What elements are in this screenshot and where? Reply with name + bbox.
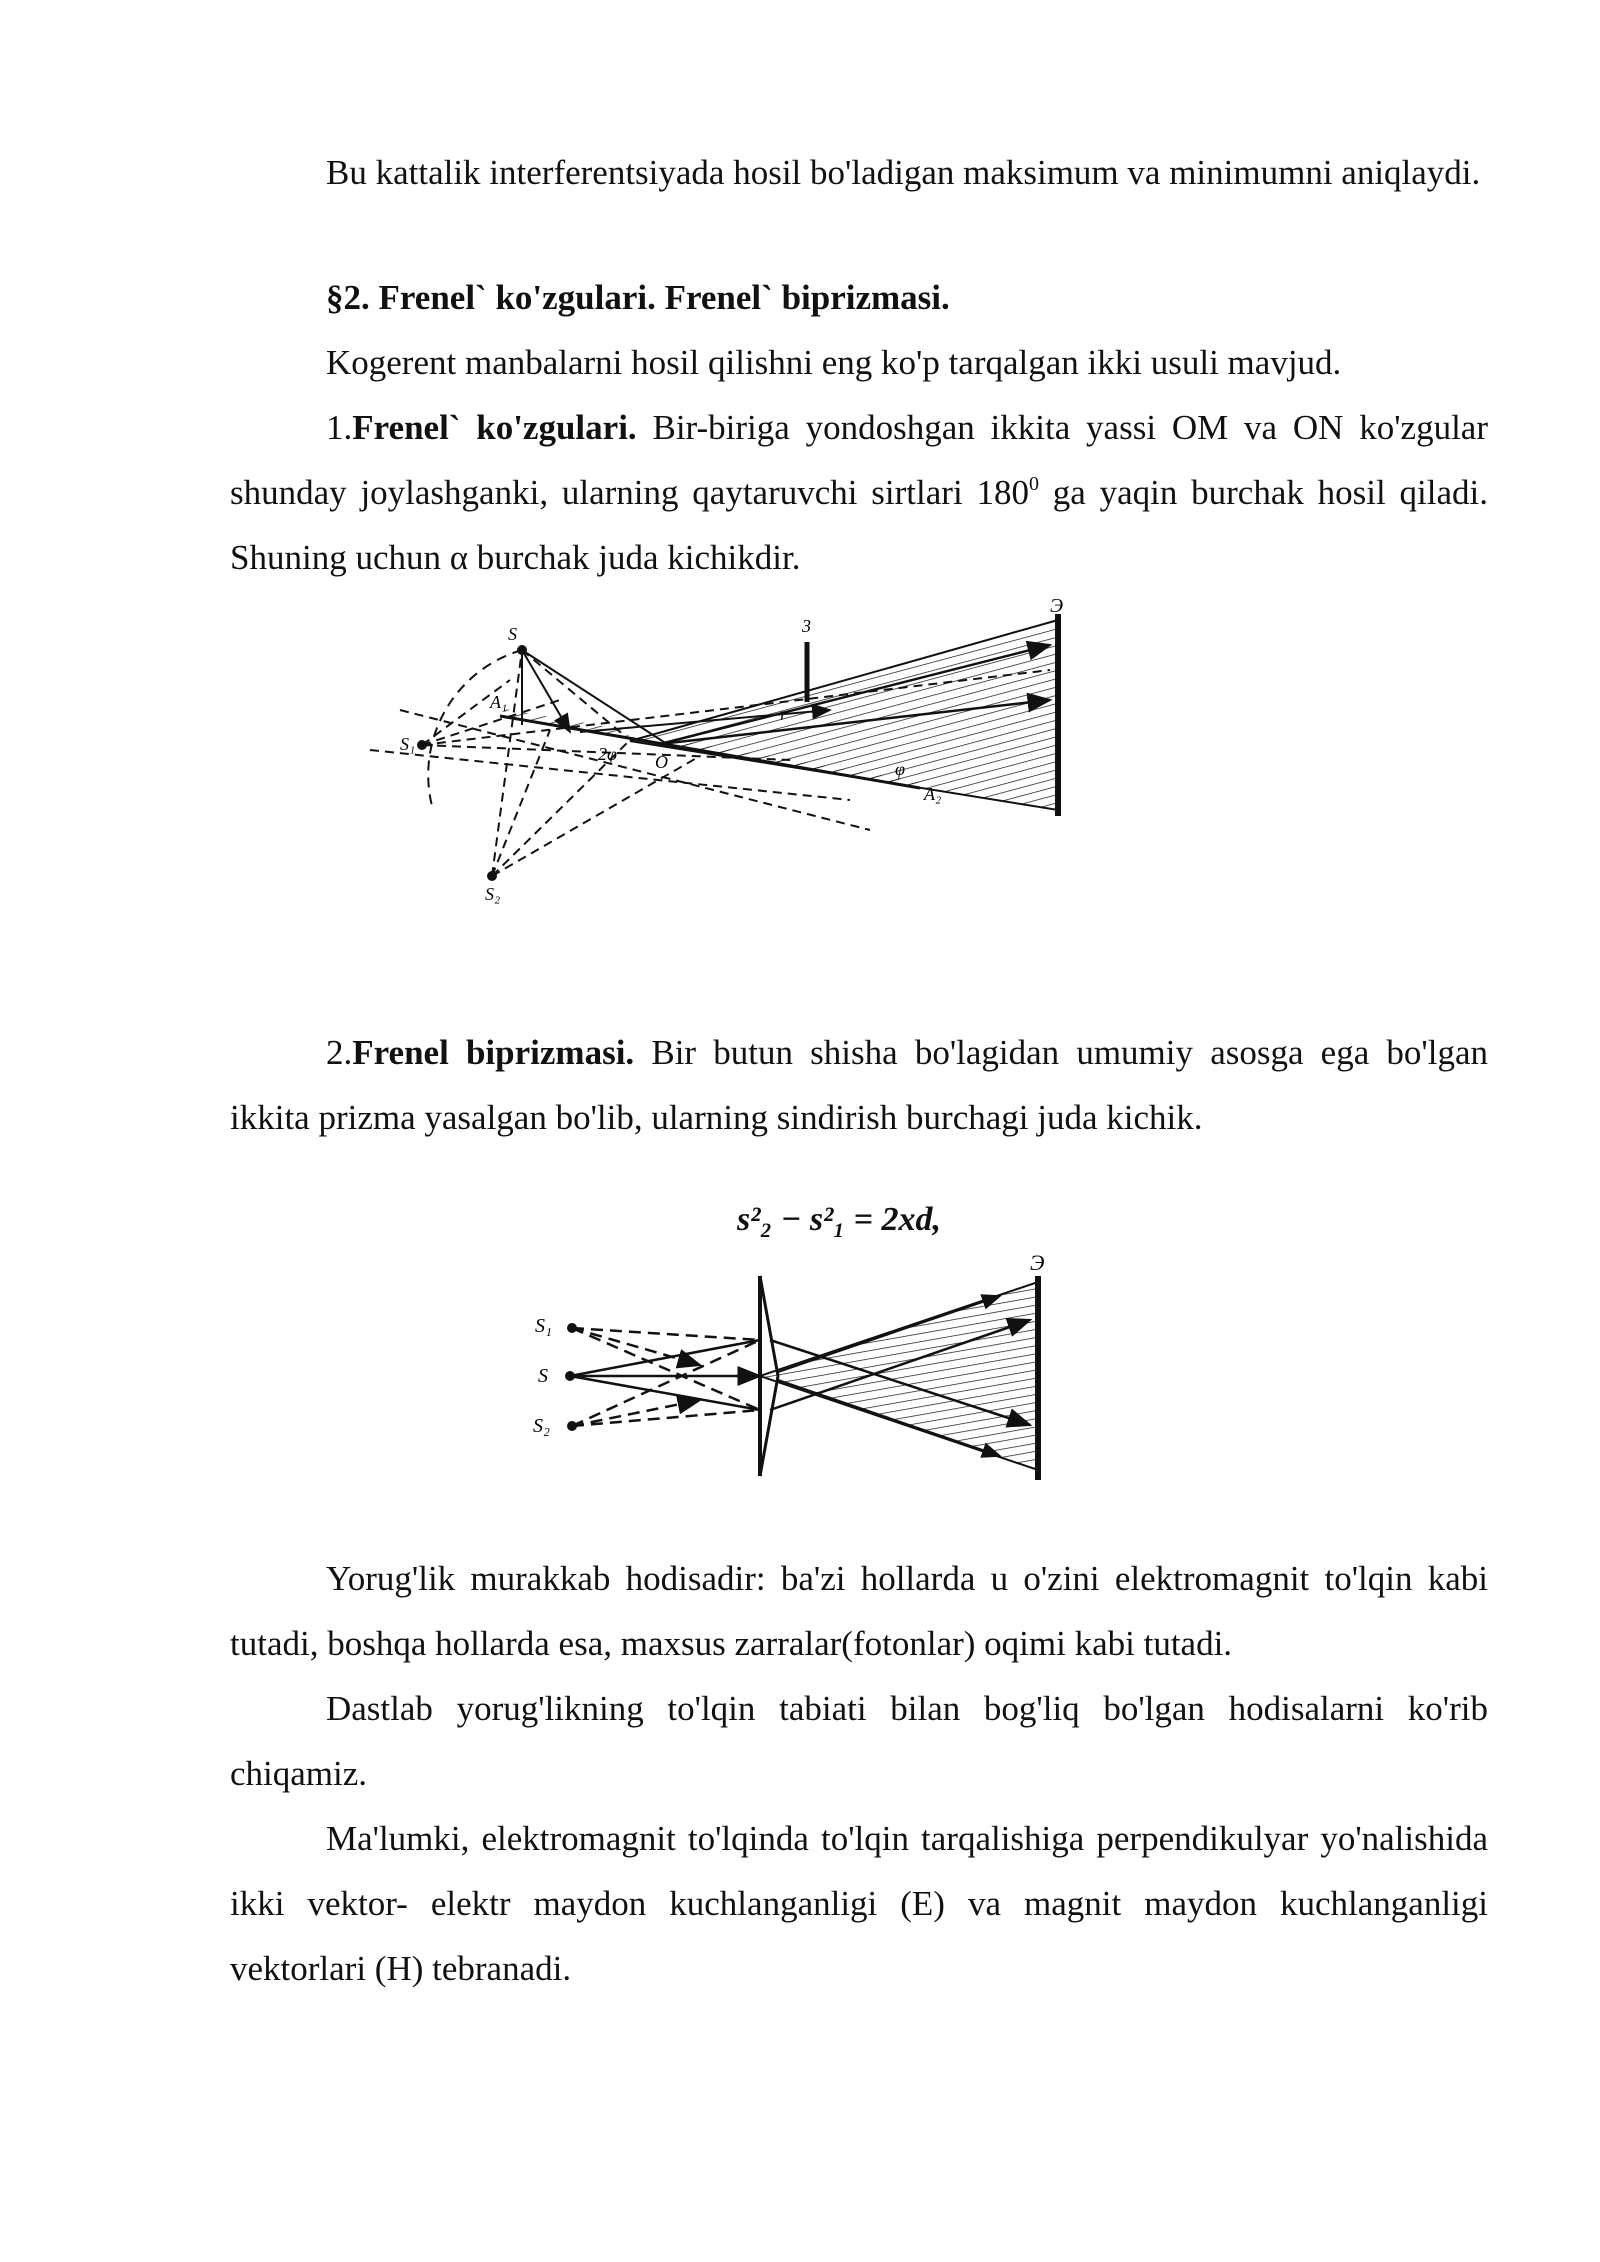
label-screen-e: Э	[1030, 1250, 1045, 1275]
label-a1: A₁	[490, 692, 508, 712]
paragraph-em-wave: Ma'lumki, elektromagnit to'lqinda to'lqin tarqalishiga perpendikulyar yo'nalishida ikki vektor- elektr maydon kuchlanganligi (E) va magnit maydon kuchlanganligi vektorlari (H) tebranadi.	[230, 1819, 1488, 1988]
label-s: S	[508, 624, 517, 644]
label-r: r	[780, 704, 788, 724]
paragraph-intro: Bu kattalik interferentsiyada hosil bo'ladigan maksimum va minimumni aniqlaydi.	[326, 153, 1481, 192]
item-text: Bir butun shisha bo'lagidan umumiy asosga ega bo'lgan ikkita prizma yasalgan bo'lib, ularning sindirish burchagi juda kichik.	[230, 1033, 1488, 1137]
paragraph-fresnel-mirrors	[230, 395, 1488, 590]
label-2phi: 2φ	[598, 744, 617, 764]
item-number: 1.	[326, 408, 353, 447]
paragraph-wave-nature: Dastlab yorug'likning to'lqin tabiati bilan bog'liq bo'lgan hodisalarni ko'rib chiqamiz.	[230, 1689, 1488, 1793]
section-heading: §2. Frenel` ko'zgulari. Frenel` biprizmasi.	[326, 278, 950, 317]
paragraph-fresnel-biprism	[230, 1020, 1488, 1150]
item-title: Frenel biprizmasi.	[352, 1033, 635, 1072]
label-s1: S₁	[535, 1315, 552, 1337]
fresnel-mirrors-diagram	[230, 595, 1488, 960]
label-screen-e: Э	[1050, 595, 1064, 617]
formula-text: s²₂ − s²₁ = 2xd,	[736, 1201, 942, 1238]
label-o: O	[655, 752, 668, 772]
item-number: 2.	[326, 1033, 353, 1072]
paragraph-light-nature: Yorug'lik murakkab hodisadir: ba'zi hollarda u o'zini elektromagnit to'lqin kabi tutadi, boshqa hollarda esa, maxsus zarralar(fotonlar) oqimi kabi tutadi.	[230, 1559, 1488, 1663]
item-text: Bir-biriga yondoshgan ikkita yassi OM va ON ko'zgular shunday joylashganki, ularning qaytaruvchi sirtlari 180	[230, 408, 1488, 512]
label-s2: S₂	[533, 1415, 550, 1437]
document-page	[230, 140, 1488, 2001]
degree-superscript: 0	[1028, 473, 1039, 495]
label-s2: S₂	[485, 884, 501, 904]
label-s1: S₁	[400, 734, 416, 754]
paragraph-coherent-sources: Kogerent manbalarni hosil qilishni eng ko'p tarqalgan ikki usuli mavjud.	[326, 343, 1342, 382]
fresnel-mirrors-figure	[230, 595, 1488, 960]
label-s: S	[538, 1365, 548, 1387]
label-phi: φ	[895, 759, 905, 779]
fresnel-biprism-figure	[230, 1250, 1488, 1510]
item-text-cont: ga yaqin burchak hosil qiladi. Shuning uchun α burchak juda kichikdir.	[230, 473, 1488, 577]
item-title: Frenel` ko'zgulari.	[352, 408, 637, 447]
label-screen-3: 3	[802, 616, 811, 636]
fresnel-biprism-diagram	[230, 1250, 1488, 1510]
formula	[230, 1190, 1488, 1250]
label-a2: A₂	[924, 784, 942, 804]
